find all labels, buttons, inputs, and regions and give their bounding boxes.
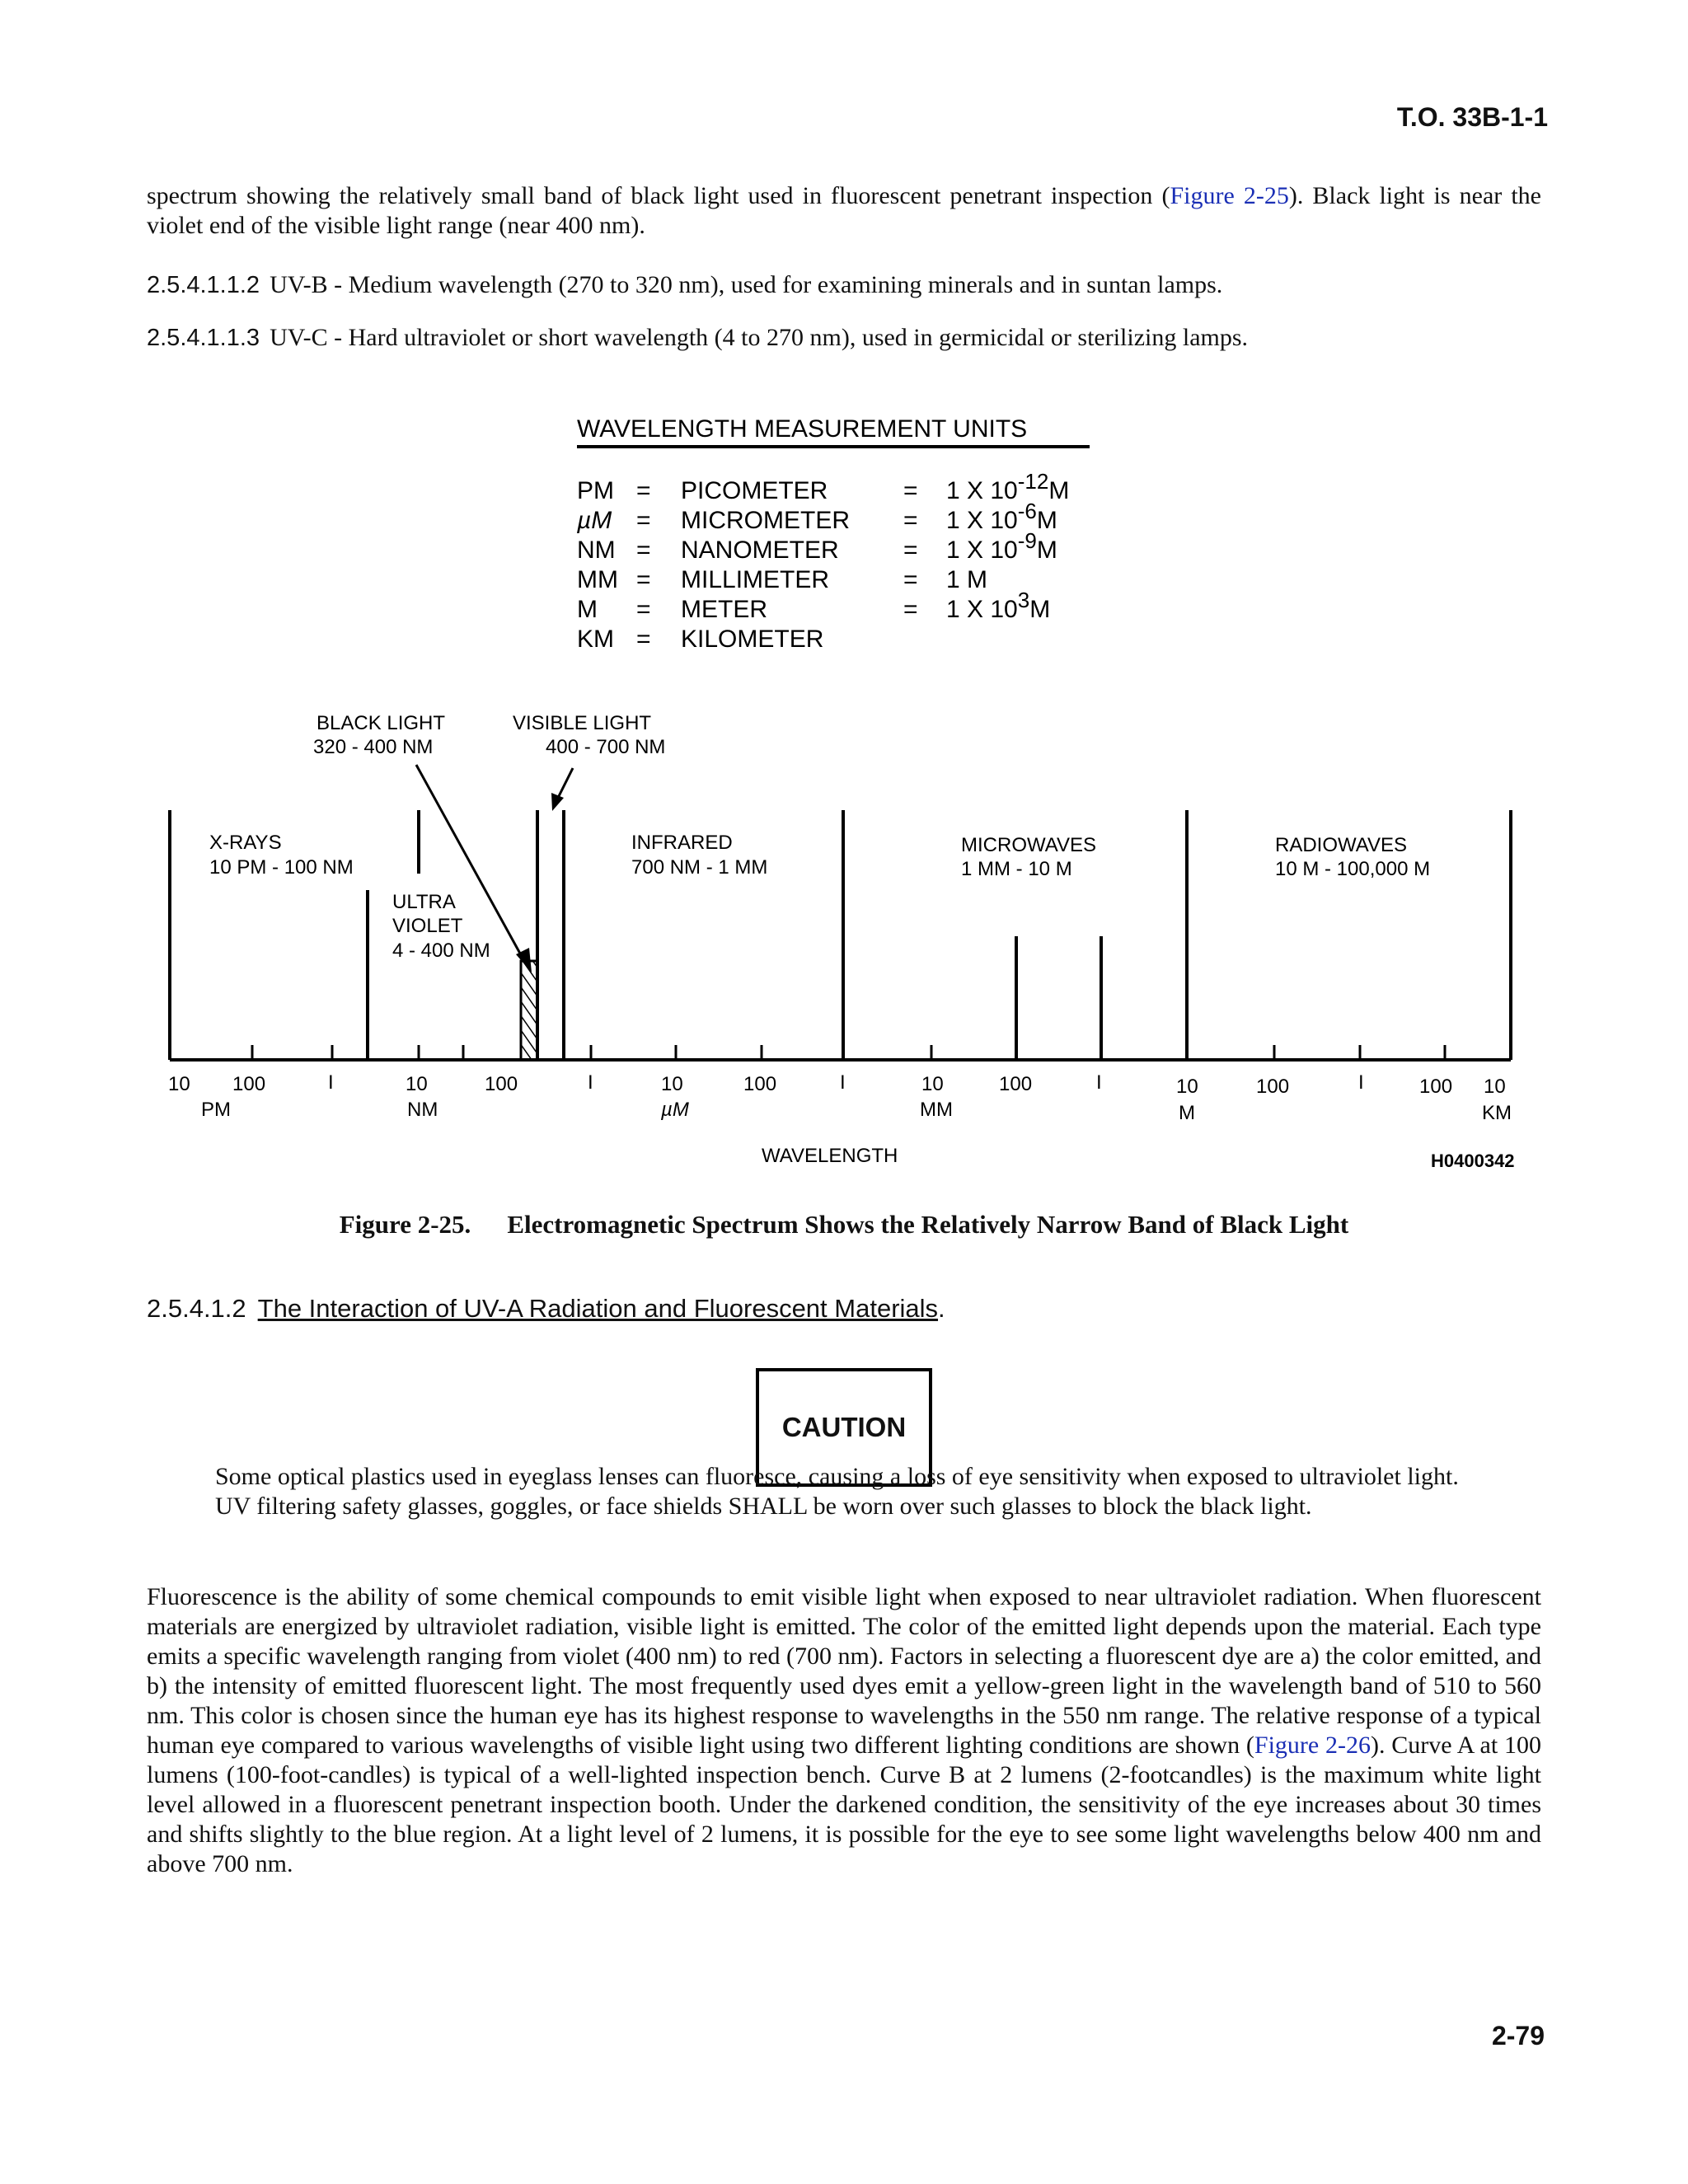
uv-label-1: ULTRA [392,891,456,913]
unit-eq: = [636,507,651,534]
unit-exp: -9 [1017,528,1037,553]
unit-base: 1 X 10 [946,477,1018,504]
tick-label: 10 [1176,1076,1198,1098]
tick-label: 100 [999,1073,1033,1095]
uv-range: 4 - 400 NM [392,940,490,962]
tick-label: 10 [661,1073,683,1095]
intro-text-2: ). Black light is near the violet end of the visible light range (near 400 nm). [147,182,1541,239]
tick-unit-um: µM [661,1099,689,1121]
unit-name: KILOMETER [681,626,824,653]
unit-eq: = [636,537,651,564]
tick-label: I [840,1071,846,1094]
tick-labels [168,1071,1512,1124]
radiowaves-range: 10 M - 100,000 M [1275,858,1431,880]
black-light-band [521,961,537,1060]
figure-caption [0,1210,1688,1240]
unit-suffix: M [1036,507,1057,534]
caution-text: Some optical plastics used in eyeglass lenses can fluoresce, causing a loss of eye sensitivity when exposed to ultraviolet light. UV filtering safety glasses, goggles, or face shields SHALL be worn over such glasses to block the black light. [215,1463,1459,1520]
unit-abbr: PM [577,477,614,504]
intro-text-1: spectrum showing the relatively small band of black light used in fluorescent penetrant inspection ( [147,182,1170,209]
tick-label: 100 [1256,1076,1290,1098]
unit-suffix: M [1036,537,1057,564]
unit-base: 1 X 10 [946,596,1018,623]
microwaves-range: 1 MM - 10 M [961,858,1072,880]
microwaves-label: MICROWAVES [961,834,1097,856]
unit-value [946,469,1069,504]
tick-unit-km: KM [1482,1102,1512,1124]
tick-label: I [588,1071,593,1094]
infrared-range: 700 NM - 1 MM [631,856,768,879]
uvc-number: 2.5.4.1.1.3 [147,325,260,351]
section-heading [147,1294,945,1324]
unit-eq2: = [903,537,918,564]
unit-abbr: µM [577,507,612,534]
xrays-range: 10 PM - 100 NM [209,856,354,879]
tick-label: I [1096,1071,1102,1094]
section-period: . [938,1294,945,1323]
unit-exp: -12 [1017,469,1049,494]
tick-unit-m: M [1179,1102,1195,1124]
document-id: T.O. 33B-1-1 [1396,102,1548,132]
unit-name: MICROMETER [681,507,850,534]
unit-eq: = [636,477,651,504]
visible-light-range: 400 - 700 NM [546,736,666,758]
unit-eq: = [636,566,651,593]
units-table [576,469,1069,653]
section-number: 2.5.4.1.2 [147,1294,246,1323]
unit-eq2: = [903,566,918,593]
band-labels [209,832,1430,962]
units-title: WAVELENGTH MEASUREMENT UNITS [577,415,1028,443]
unit-row-mm [577,566,987,593]
caption-label: Figure 2-25. [339,1210,471,1239]
black-light-range: 320 - 400 NM [313,736,434,758]
axis-ticks [252,1045,1445,1060]
section-title: The Interaction of UV-A Radiation and Fluorescent Materials [257,1294,939,1323]
figure-id: H0400342 [1431,1151,1515,1171]
figure-2-25-link[interactable]: Figure 2-25 [1170,182,1289,209]
infrared-label: INFRARED [631,832,733,854]
unit-suffix: M [1048,477,1070,504]
unit-base: 1 X 10 [946,537,1018,564]
tick-unit-pm: PM [201,1099,231,1121]
body-text-2: ). Curve A at 100 lumens (100-foot-candles) is typical of a well-lighted inspection bench. Curve B at 2 lumens (2-footcandles) is the maximum white light level allowed in a fluorescent penetrant inspection booth. Under the darkened condition, the sensitivity of the eye increases about 30 times and shifts slightly to the blue region. At a light level of 2 lumens, it is possible for the eye to see some light wavelengths below 400 nm and above 700 nm. [147,1732,1541,1877]
page-number: 2-79 [1491,2021,1545,2050]
tick-unit-mm: MM [920,1099,953,1121]
unit-name: MILLIMETER [681,566,830,593]
unit-value: 1 M [946,566,988,593]
unit-name: PICOMETER [681,477,828,504]
tick-label: 10 [1484,1076,1506,1098]
unit-name: METER [681,596,767,623]
unit-abbr: M [577,596,598,623]
unit-eq2: = [903,507,918,534]
unit-row-km [577,626,823,653]
unit-exp: -6 [1017,499,1037,523]
tick-unit-nm: NM [407,1099,438,1121]
visible-light-arrow-line [557,768,573,799]
figure-2-26-link[interactable]: Figure 2-26 [1254,1732,1371,1759]
unit-suffix: M [1029,596,1051,623]
tick-label: 100 [485,1073,518,1095]
visible-light-arrowhead [551,793,564,811]
tick-label: 100 [232,1073,266,1095]
visible-light-label: VISIBLE LIGHT [513,712,652,734]
caption-text: Electromagnetic Spectrum Shows the Relatively Narrow Band of Black Light [507,1210,1349,1239]
xrays-label: X-RAYS [209,832,282,854]
unit-eq2: = [903,477,918,504]
body-text-1: Fluorescence is the ability of some chemical compounds to emit visible light when exposed to near ultraviolet radiation. When fluorescent materials are energized by ultraviolet radiation, visible light is emitted. The color of the emitted light depends upon the material. Each type emits a specific wavelength ranging from violet (400 nm) to red (700 nm). Factors in selecting a fluorescent dye are a) the color emitted, and b) the intensity of emitted fluorescent light. The most frequently used dyes emit a yellow-green light in the wavelength band of 510 to 560 nm. This color is chosen since the human eye has its highest response to wavelengths in the 550 nm range. The relative response of a typical human eye compared to various wavelengths of visible light using two different lighting conditions are shown ( [147,1583,1541,1759]
tick-label: 10 [406,1073,428,1095]
tick-label: I [1358,1071,1364,1094]
unit-row-pm [577,469,1069,504]
radiowaves-label: RADIOWAVES [1275,834,1408,856]
unit-abbr: NM [577,537,616,564]
axis-label: WAVELENGTH [762,1145,898,1167]
tick-label: 10 [168,1073,190,1095]
body-paragraph [147,1582,1541,1879]
unit-abbr: KM [577,626,614,653]
unit-base: 1 X 10 [946,507,1018,534]
unit-abbr: MM [577,566,618,593]
uvc-text: UV-C - Hard ultraviolet or short wavelength (4 to 270 nm), used in germicidal or sterilizing lamps. [270,324,1249,351]
unit-name: NANOMETER [681,537,839,564]
unit-exp: 3 [1017,588,1030,612]
caution-label: CAUTION [781,1412,907,1442]
top-callouts [313,712,665,758]
tick-label: 100 [1419,1076,1453,1098]
uvb-number: 2.5.4.1.1.2 [147,272,260,298]
tick-label: I [328,1071,334,1094]
uv-label-2: VIOLET [392,915,463,937]
uvb-text: UV-B - Medium wavelength (270 to 320 nm), used for examining minerals and in suntan lamps. [270,271,1223,298]
tick-label: 100 [743,1073,777,1095]
unit-eq: = [636,596,651,623]
black-light-label: BLACK LIGHT [316,712,446,734]
unit-eq: = [636,626,651,653]
unit-eq2: = [903,596,918,623]
tick-label: 10 [921,1073,944,1095]
